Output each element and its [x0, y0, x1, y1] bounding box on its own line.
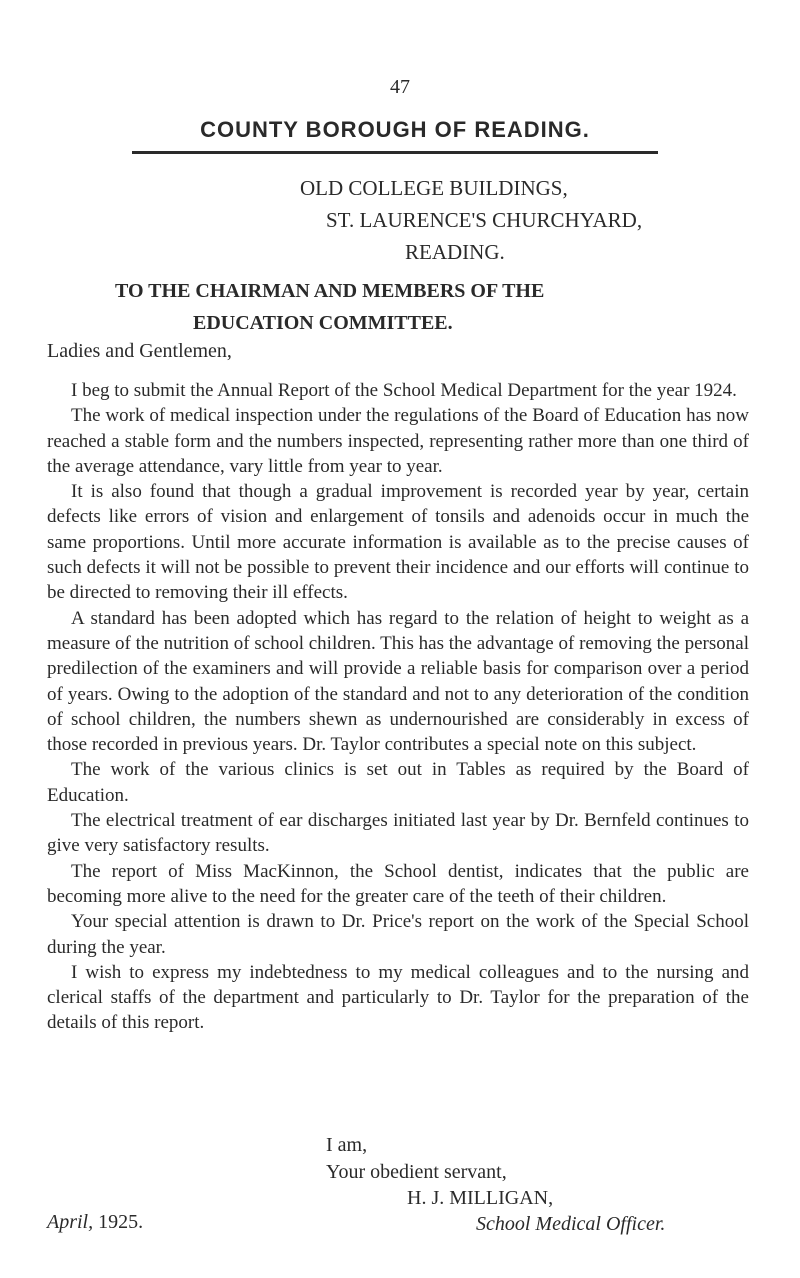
date-year: 1925. [98, 1211, 144, 1233]
paragraph: The report of Miss MacKinnon, the School dentist, indicates that the public are becoming more alive to the need for the greater care of the teeth of their children. [47, 860, 749, 907]
paragraph: A standard has been adopted which has regard to the relation of height to weight as a measure of the nutrition of school children. This has the advantage of removing the personal predilection of the examiners and will provide a reliable basis for comparison over a period of years. Owing to the adoption of the standard and not to any deterioration of the condition of school children, the numbers shewn as undernourished are considerably in excess of those recorded in previous years. Dr. Taylor contributes a special note on this subject. [47, 607, 749, 756]
paragraph: It is also found that though a gradual improvement is recorded year by year, certain defects like errors of vision and enlargement of tonsils and adenoids occur in much the same proportions. Until more accurate information is available as to the precise causes of such defects it will not be possible to prevent their incidence and our efforts will continue to be directed to removing their ill effects. [47, 481, 749, 604]
page-number: 47 [390, 76, 410, 98]
paragraph: The work of medical inspection under the regulations of the Board of Education has now reached a stable form and the numbers inspected, representing rather more than one third of the average attendance, vary little from year to year. [47, 405, 749, 477]
salutation: Ladies and Gentlemen, [47, 340, 232, 362]
address-line-3: READING. [405, 240, 505, 264]
closing-line-2: Your obedient servant, [326, 1161, 507, 1183]
closing-line-1: I am, [326, 1134, 368, 1156]
signature-role: School Medical Officer. [476, 1213, 666, 1235]
paragraph: The electrical treatment of ear discharges initiated last year by Dr. Bernfeld continues to give very satisfactory results. [47, 810, 749, 857]
paragraph: The work of the various clinics is set out in Tables as required by the Board of Education. [47, 759, 749, 806]
page-heading: COUNTY BOROUGH OF READING. [200, 117, 590, 142]
signature-name: H. J. MILLIGAN, [407, 1187, 554, 1209]
addressee-line-1: TO THE CHAIRMAN AND MEMBERS OF THE [115, 280, 545, 302]
address-line-2: ST. LAURENCE'S CHURCHYARD, [326, 208, 643, 232]
heading-rule [132, 151, 658, 154]
paragraph: I wish to express my indebtedness to my medical colleagues and to the nursing and clerical staffs of the department and particularly to Dr. Taylor for the preparation of the details of this report. [47, 961, 749, 1034]
letter-body [47, 378, 749, 1036]
paragraph: I beg to submit the Annual Report of the School Medical Department for the year 1924. [71, 380, 737, 401]
paragraph: Your special attention is drawn to Dr. Price's report on the work of the Special School during the year. [47, 911, 749, 958]
addressee-line-2: EDUCATION COMMITTEE. [193, 312, 453, 334]
date-month: April, [47, 1211, 94, 1233]
letter-date [47, 1211, 143, 1234]
address-line-1: OLD COLLEGE BUILDINGS, [300, 176, 568, 200]
